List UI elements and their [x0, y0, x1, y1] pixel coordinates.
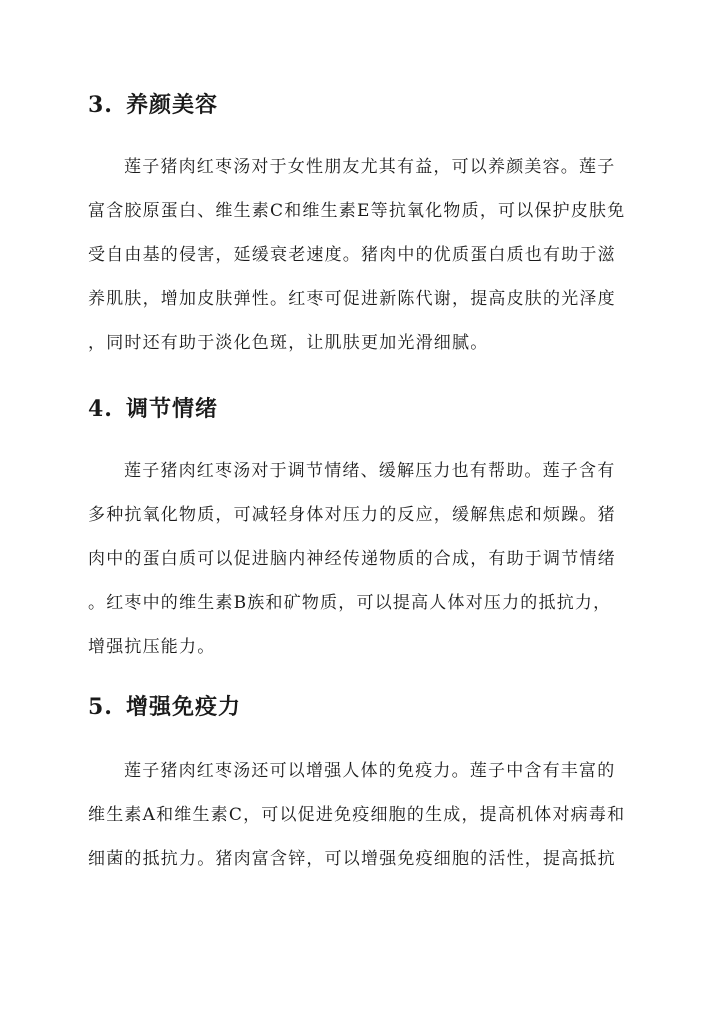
- section-title: 增强免疫力: [126, 694, 242, 720]
- paragraph-line: 增强抗压能力。: [88, 637, 216, 657]
- paragraph-line: ，同时还有助于淡化色斑，让肌肤更加光滑细腻。: [88, 333, 489, 353]
- paragraph-line: 细菌的抵抗力。猪肉富含锌，可以增强免疫细胞的活性，提高抵抗: [88, 849, 616, 869]
- paragraph-line: 莲子猪肉红枣汤还可以增强人体的免疫力。莲子中含有丰富的: [124, 761, 616, 781]
- paragraph-line: 富含胶原蛋白、维生素C和维生素E等抗氧化物质，可以保护皮肤免: [88, 201, 626, 221]
- paragraph-line: 维生素A和维生素C，可以促进免疫细胞的生成，提高机体对病毒和: [88, 805, 626, 825]
- paragraph-line: 养肌肤，增加皮肤弹性。红枣可促进新陈代谢，提高皮肤的光泽度: [88, 289, 616, 309]
- section-heading-3: [88, 88, 218, 119]
- paragraph-line: 受自由基的侵害，延缓衰老速度。猪肉中的优质蛋白质也有助于滋: [88, 245, 616, 265]
- section-title: 调节情绪: [126, 396, 219, 422]
- paragraph-line: 莲子猪肉红枣汤对于调节情绪、缓解压力也有帮助。莲子含有: [124, 461, 616, 481]
- section-number: 3.: [88, 92, 113, 118]
- section-number: 5.: [88, 694, 113, 720]
- paragraph-line: 肉中的蛋白质可以促进脑内神经传递物质的合成，有助于调节情绪: [88, 549, 616, 569]
- section-paragraph-3: [88, 152, 636, 362]
- section-heading-4: [88, 392, 218, 423]
- paragraph-line: 莲子猪肉红枣汤对于女性朋友尤其有益，可以养颜美容。莲子: [124, 157, 616, 177]
- section-paragraph-5: [88, 756, 636, 886]
- section-title: 养颜美容: [126, 92, 219, 118]
- paragraph-line: 。红枣中的维生素B族和矿物质，可以提高人体对压力的抵抗力，: [88, 593, 612, 613]
- paragraph-line: 多种抗氧化物质，可减轻身体对压力的反应，缓解焦虑和烦躁。猪: [88, 505, 616, 525]
- section-heading-5: [88, 690, 241, 721]
- section-number: 4.: [88, 396, 113, 422]
- section-paragraph-4: [88, 456, 636, 666]
